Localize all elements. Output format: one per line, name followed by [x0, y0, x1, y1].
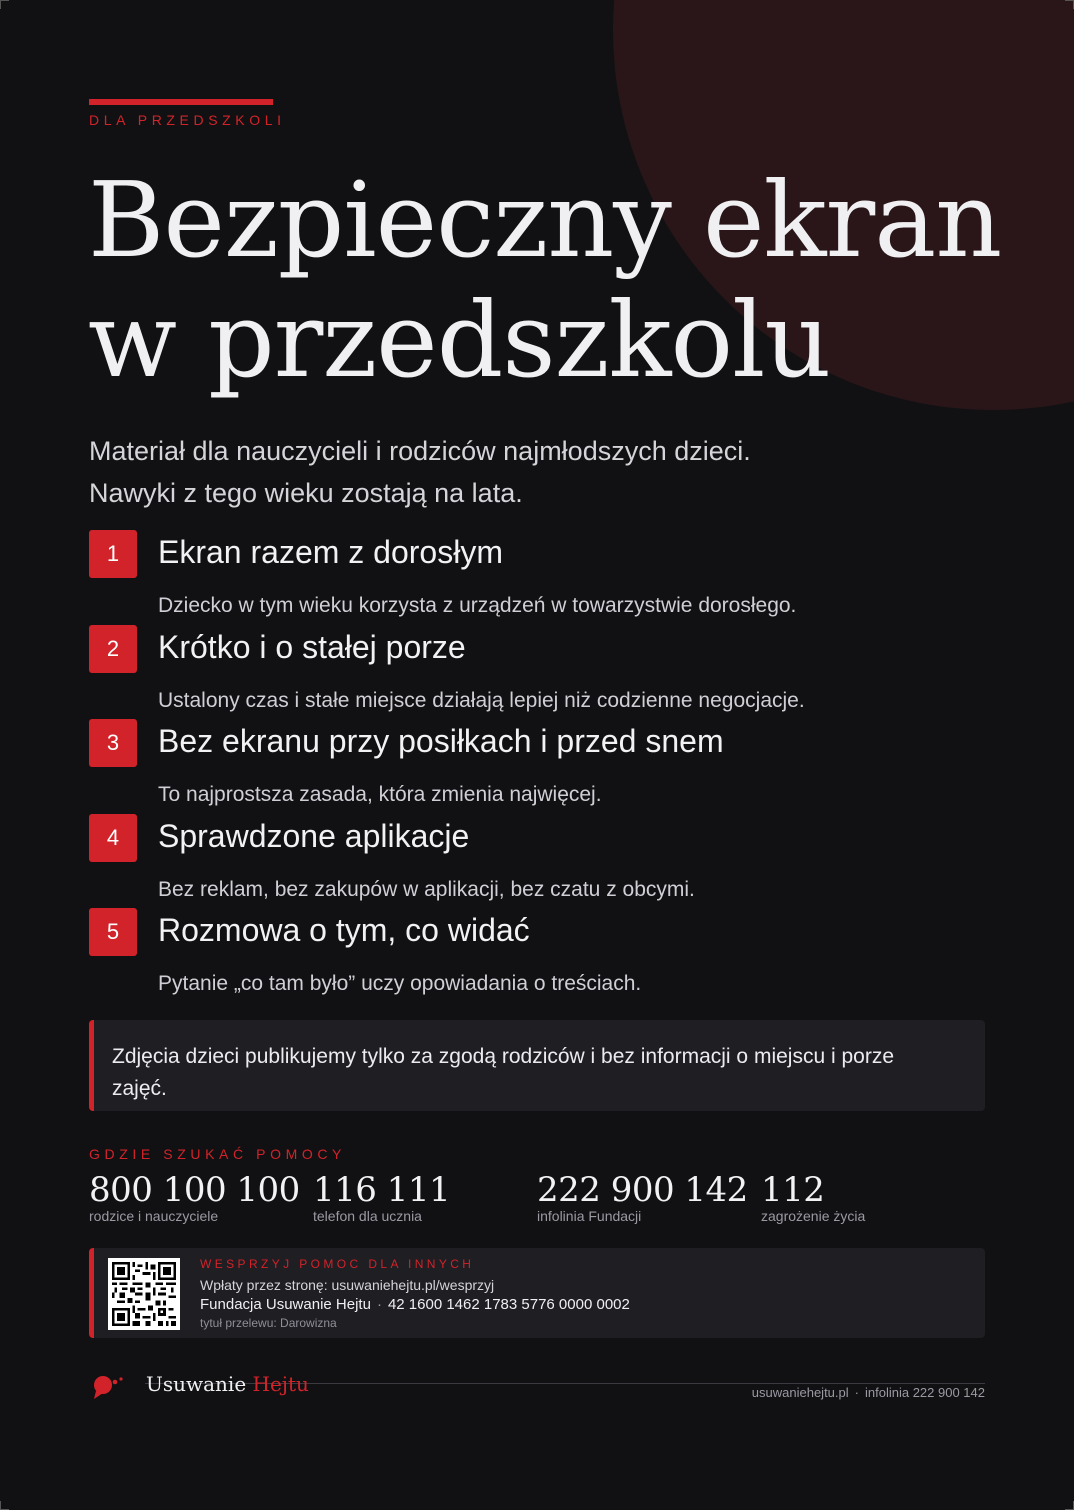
rule-description: Ustalony czas i stałe miejsce działają lepiej niż codzienne negocjacje.	[158, 688, 805, 712]
phone-label: telefon dla ucznia	[313, 1208, 422, 1224]
rule-item	[89, 908, 989, 1003]
rule-number-badge: 4	[89, 814, 137, 862]
foundation-name: Fundacja Usuwanie Hejtu	[200, 1296, 371, 1313]
page-title	[88, 160, 1001, 400]
phone-number: 222 900 142	[537, 1170, 748, 1210]
rule-title: Krótko i o stałej porze	[158, 628, 466, 665]
eyebrow-label: DLA PRZEDSZKOLI	[89, 112, 286, 128]
subtitle-line-2: Nawyki z tego wieku zostają na lata.	[89, 478, 523, 508]
donation-url-line: Wpłaty przez stronę: usuwaniehejtu.pl/wesprzyj	[200, 1277, 495, 1293]
rule-title: Ekran razem z dorosłym	[158, 534, 503, 570]
rule-number-badge: 5	[89, 908, 137, 956]
separator: ·	[376, 1296, 382, 1313]
rule-title: Sprawdzone aplikacje	[158, 817, 470, 854]
rule-item	[89, 530, 989, 625]
privacy-note: Zdjęcia dzieci publikujemy tylko za zgodą rodziców i bez informacji o miejscu i porze zajęć.	[89, 1020, 985, 1111]
rule-item	[89, 625, 989, 720]
phone-entry	[89, 1168, 300, 1224]
rule-title: Bez ekranu przy posiłkach i przed snem	[158, 723, 724, 759]
donation-panel	[89, 1248, 985, 1338]
crop-mark	[0, 0, 9, 9]
transfer-title: tytuł przelewu: Darowizna	[200, 1316, 337, 1330]
rule-description: Bez reklam, bez zakupów w aplikacji, bez czatu z obcymi.	[158, 877, 695, 901]
subtitle	[89, 430, 989, 514]
rule-number-badge: 1	[89, 530, 137, 578]
help-section-label: GDZIE SZUKAĆ POMOCY	[89, 1146, 346, 1162]
crop-mark	[1065, 1501, 1074, 1510]
rule-number-badge: 2	[89, 625, 137, 673]
title-line-2: w przedszkolu	[88, 279, 831, 401]
phone-number: 116 111	[313, 1170, 451, 1210]
title-line-1: Bezpieczny ekran	[88, 159, 1002, 281]
logo-word-2: Hejtu	[252, 1372, 309, 1396]
speech-bubble-icon	[92, 1374, 126, 1405]
phone-number: 112	[761, 1170, 825, 1210]
rules-list	[89, 530, 989, 1003]
rule-description: To najprostsza zasada, która zmienia najwięcej.	[158, 783, 602, 806]
rule-description: Dziecko w tym wieku korzysta z urządzeń w towarzystwie dorosłego.	[158, 594, 797, 617]
crop-mark	[1065, 0, 1074, 9]
donation-label: WESPRZYJ POMOC DLA INNYCH	[200, 1257, 475, 1271]
bank-account-number: 42 1600 1462 1783 5776 0000 0002	[387, 1296, 630, 1313]
rule-description: Pytanie „co tam było” uczy opowiadania o treściach.	[158, 972, 642, 995]
qr-code-icon[interactable]	[108, 1258, 180, 1330]
subtitle-line-1: Materiał dla nauczycieli i rodziców najmłodszych dzieci.	[89, 436, 751, 466]
donation-account-line	[200, 1295, 630, 1315]
donation-details	[200, 1257, 630, 1331]
rule-title: Rozmowa o tym, co widać	[158, 912, 530, 948]
footer-hotline: infolinia 222 900 142	[865, 1385, 985, 1400]
phone-entry	[313, 1168, 450, 1224]
footer-contact	[752, 1385, 985, 1400]
phone-label: zagrożenie życia	[761, 1208, 866, 1224]
separator: ·	[854, 1385, 859, 1400]
phone-label: rodzice i nauczyciele	[89, 1208, 219, 1224]
rule-item	[89, 719, 989, 814]
footer-website[interactable]: usuwaniehejtu.pl	[751, 1385, 849, 1400]
crop-mark	[0, 1501, 9, 1510]
phone-entry	[537, 1168, 748, 1224]
rule-item	[89, 814, 989, 909]
logo-wordmark	[146, 1372, 309, 1396]
phone-entry	[761, 1168, 865, 1224]
logo-word-1: Usuwanie	[146, 1372, 247, 1396]
phone-number: 800 100 100	[89, 1170, 300, 1210]
phone-label: infolinia Fundacji	[537, 1208, 642, 1224]
accent-bar	[89, 99, 273, 105]
rule-number-badge: 3	[89, 719, 137, 767]
